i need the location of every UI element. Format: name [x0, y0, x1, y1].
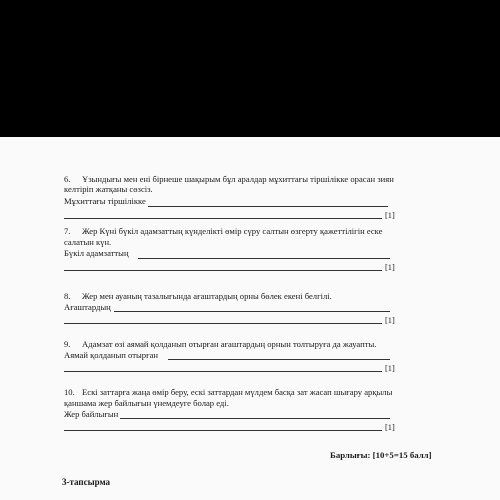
answer-line[interactable]	[168, 359, 390, 360]
answer-line[interactable]	[148, 206, 388, 207]
question-text: Жер мен ауаның тазалығында ағаштардың орны бөлек екені белгілі.	[82, 291, 332, 301]
question-text: Ұзындығы мен ені бірнеше шақырым бұл аралдар мұхиттағы тіршілікке орасан зиян	[82, 174, 394, 184]
black-top-band	[0, 0, 500, 137]
answer-prompt: Мұхиттағы тіршілікке	[64, 196, 146, 206]
question-number: 10.	[64, 387, 75, 397]
question-text: Адамзат өзі аямай қолданып отырған ағаштардың орнын толтыруға да жауапты.	[82, 339, 377, 349]
answer-prompt: Ағаштардың	[64, 302, 111, 312]
question-text: Ескі заттарға жаңа өмір беру, ескі заттардан мүлдем басқа зат жасап шығару арқылы	[82, 387, 393, 397]
mark-label: [1]	[385, 263, 395, 272]
answer-line[interactable]	[64, 323, 382, 324]
answer-prompt: Аямай қолданып отырған	[64, 350, 159, 360]
question-number: 6.	[64, 174, 71, 184]
answer-line[interactable]	[64, 430, 382, 431]
mark-label: [1]	[385, 211, 395, 220]
question-text: Жер Күні бүкіл адамзаттың күнделікті өмір сүру салтын өзгерту қажеттілігін еске	[82, 226, 383, 236]
question-number: 8.	[64, 291, 71, 301]
mark-label: [1]	[385, 364, 395, 373]
question-number: 7.	[64, 226, 71, 236]
question-text: салатын күн.	[64, 237, 112, 247]
question-text: қаншама жер байлығын үнемдеуге болар еді.	[64, 398, 229, 408]
total-score: Барлығы: [10+5=15 балл]	[330, 450, 432, 460]
answer-line[interactable]	[64, 270, 382, 271]
answer-prompt: Бүкіл адамзаттың	[64, 248, 129, 258]
mark-label: [1]	[385, 423, 395, 432]
question-number: 9.	[64, 339, 71, 349]
question-text: келтіріп жатқаны сөзсіз.	[64, 184, 153, 194]
answer-line[interactable]	[120, 418, 390, 419]
next-task-heading: 3-тапсырма	[62, 477, 111, 487]
answer-line[interactable]	[138, 258, 390, 259]
answer-line[interactable]	[64, 371, 382, 372]
answer-line[interactable]	[64, 218, 382, 219]
mark-label: [1]	[385, 316, 395, 325]
answer-line[interactable]	[114, 311, 390, 312]
answer-prompt: Жер байлығын	[64, 409, 119, 419]
